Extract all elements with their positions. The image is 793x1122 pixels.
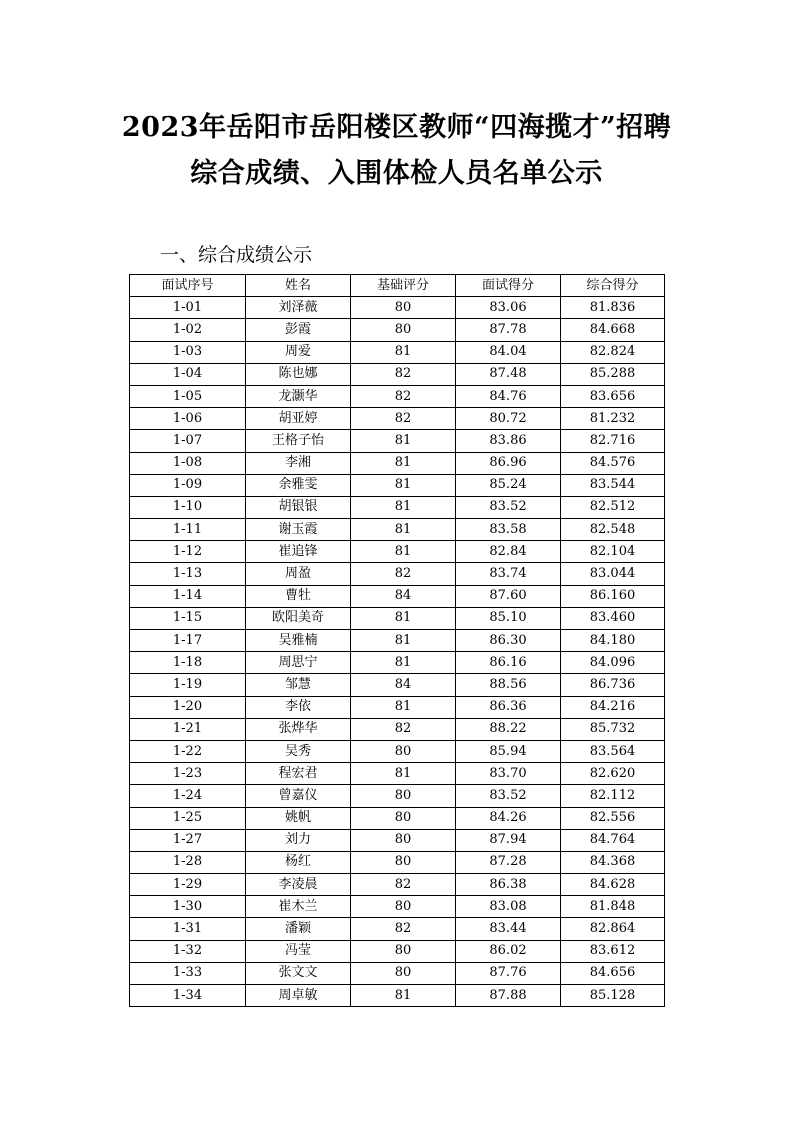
cell-base-score: 80 [351, 940, 456, 962]
cell-interview-score: 83.58 [456, 519, 561, 541]
cell-interview-number: 1-15 [130, 607, 246, 629]
cell-total-score: 83.044 [561, 563, 665, 585]
cell-interview-number: 1-27 [130, 829, 246, 851]
cell-interview-number: 1-32 [130, 940, 246, 962]
cell-interview-number: 1-20 [130, 696, 246, 718]
cell-name: 刘力 [246, 829, 351, 851]
cell-name: 曹牡 [246, 585, 351, 607]
header-name: 姓名 [246, 275, 351, 297]
cell-interview-score: 83.86 [456, 430, 561, 452]
cell-interview-score: 83.06 [456, 297, 561, 319]
cell-base-score: 81 [351, 985, 456, 1007]
cell-interview-score: 87.48 [456, 363, 561, 385]
table-row [130, 652, 665, 674]
cell-interview-score: 85.24 [456, 474, 561, 496]
cell-base-score: 80 [351, 807, 456, 829]
header-interview-number: 面试序号 [130, 275, 246, 297]
cell-name: 余雅雯 [246, 474, 351, 496]
header-interview-score: 面试得分 [456, 275, 561, 297]
cell-total-score: 86.160 [561, 585, 665, 607]
cell-interview-score: 87.76 [456, 962, 561, 984]
cell-interview-number: 1-10 [130, 496, 246, 518]
cell-interview-number: 1-01 [130, 297, 246, 319]
cell-total-score: 84.096 [561, 652, 665, 674]
cell-interview-number: 1-02 [130, 319, 246, 341]
cell-total-score: 81.848 [561, 896, 665, 918]
cell-total-score: 82.620 [561, 763, 665, 785]
cell-total-score: 82.864 [561, 918, 665, 940]
cell-base-score: 82 [351, 874, 456, 896]
cell-name: 崔追锋 [246, 541, 351, 563]
cell-interview-score: 87.78 [456, 319, 561, 341]
cell-total-score: 82.512 [561, 496, 665, 518]
cell-base-score: 80 [351, 896, 456, 918]
table-row [130, 607, 665, 629]
cell-base-score: 81 [351, 452, 456, 474]
cell-interview-number: 1-03 [130, 341, 246, 363]
cell-interview-score: 87.60 [456, 585, 561, 607]
cell-interview-number: 1-06 [130, 408, 246, 430]
table-row [130, 851, 665, 873]
cell-base-score: 82 [351, 563, 456, 585]
cell-interview-score: 86.16 [456, 652, 561, 674]
cell-total-score: 84.576 [561, 452, 665, 474]
table-row [130, 585, 665, 607]
cell-total-score: 82.548 [561, 519, 665, 541]
header-total-score: 综合得分 [561, 275, 665, 297]
cell-total-score: 84.668 [561, 319, 665, 341]
header-base-score: 基础评分 [351, 275, 456, 297]
cell-interview-number: 1-28 [130, 851, 246, 873]
cell-base-score: 81 [351, 341, 456, 363]
cell-interview-number: 1-04 [130, 363, 246, 385]
table-row [130, 696, 665, 718]
cell-total-score: 82.556 [561, 807, 665, 829]
table-row [130, 452, 665, 474]
cell-interview-score: 83.44 [456, 918, 561, 940]
table-row [130, 763, 665, 785]
cell-total-score: 83.612 [561, 940, 665, 962]
cell-total-score: 81.836 [561, 297, 665, 319]
cell-base-score: 81 [351, 696, 456, 718]
cell-name: 龙灏华 [246, 385, 351, 407]
cell-total-score: 81.232 [561, 408, 665, 430]
cell-total-score: 82.824 [561, 341, 665, 363]
table-row [130, 519, 665, 541]
cell-interview-score: 83.70 [456, 763, 561, 785]
cell-name: 崔木兰 [246, 896, 351, 918]
cell-name: 胡亚婷 [246, 408, 351, 430]
cell-name: 谢玉霞 [246, 519, 351, 541]
table-row [130, 896, 665, 918]
cell-interview-score: 88.56 [456, 674, 561, 696]
cell-interview-number: 1-14 [130, 585, 246, 607]
table-row [130, 363, 665, 385]
cell-total-score: 84.180 [561, 630, 665, 652]
cell-interview-score: 84.26 [456, 807, 561, 829]
table-row [130, 962, 665, 984]
cell-interview-number: 1-18 [130, 652, 246, 674]
cell-name: 陈也娜 [246, 363, 351, 385]
cell-name: 冯莹 [246, 940, 351, 962]
cell-interview-number: 1-09 [130, 474, 246, 496]
cell-base-score: 80 [351, 785, 456, 807]
document-title-line-1: 2023年岳阳市岳阳楼区教师“四海揽才”招聘 [121, 112, 672, 143]
section-heading: 一、综合成绩公示 [160, 244, 313, 266]
table-row [130, 541, 665, 563]
cell-base-score: 84 [351, 674, 456, 696]
cell-interview-number: 1-17 [130, 630, 246, 652]
cell-base-score: 80 [351, 319, 456, 341]
cell-total-score: 82.104 [561, 541, 665, 563]
cell-base-score: 82 [351, 918, 456, 940]
cell-name: 张文文 [246, 962, 351, 984]
table-row [130, 807, 665, 829]
cell-interview-number: 1-30 [130, 896, 246, 918]
table-header-row [130, 275, 665, 297]
cell-total-score: 84.656 [561, 962, 665, 984]
table-row [130, 630, 665, 652]
cell-name: 李湘 [246, 452, 351, 474]
cell-interview-number: 1-29 [130, 874, 246, 896]
table-row [130, 341, 665, 363]
cell-base-score: 81 [351, 630, 456, 652]
cell-interview-number: 1-12 [130, 541, 246, 563]
table-row [130, 985, 665, 1007]
cell-name: 周爱 [246, 341, 351, 363]
table-row [130, 563, 665, 585]
cell-name: 张烨华 [246, 718, 351, 740]
cell-base-score: 80 [351, 740, 456, 762]
cell-interview-score: 83.74 [456, 563, 561, 585]
table-row [130, 674, 665, 696]
cell-interview-score: 86.96 [456, 452, 561, 474]
cell-base-score: 82 [351, 408, 456, 430]
cell-name: 吴秀 [246, 740, 351, 762]
cell-total-score: 83.656 [561, 385, 665, 407]
cell-interview-score: 82.84 [456, 541, 561, 563]
cell-name: 李凌晨 [246, 874, 351, 896]
cell-total-score: 84.764 [561, 829, 665, 851]
cell-interview-number: 1-23 [130, 763, 246, 785]
table-row [130, 319, 665, 341]
cell-interview-score: 83.52 [456, 785, 561, 807]
cell-total-score: 83.564 [561, 740, 665, 762]
cell-interview-number: 1-11 [130, 519, 246, 541]
cell-total-score: 83.544 [561, 474, 665, 496]
cell-base-score: 82 [351, 718, 456, 740]
table-row [130, 918, 665, 940]
cell-interview-number: 1-08 [130, 452, 246, 474]
cell-base-score: 81 [351, 541, 456, 563]
cell-interview-score: 86.02 [456, 940, 561, 962]
document-title-line-2: 综合成绩、入围体检人员名单公示 [190, 158, 603, 189]
cell-total-score: 84.216 [561, 696, 665, 718]
cell-interview-score: 83.08 [456, 896, 561, 918]
cell-base-score: 81 [351, 763, 456, 785]
cell-interview-number: 1-34 [130, 985, 246, 1007]
table-row [130, 940, 665, 962]
table-row [130, 430, 665, 452]
table-row [130, 385, 665, 407]
cell-name: 邹慧 [246, 674, 351, 696]
cell-base-score: 82 [351, 363, 456, 385]
cell-name: 周盈 [246, 563, 351, 585]
cell-interview-number: 1-19 [130, 674, 246, 696]
cell-total-score: 82.112 [561, 785, 665, 807]
table-row [130, 496, 665, 518]
cell-interview-number: 1-05 [130, 385, 246, 407]
cell-base-score: 82 [351, 385, 456, 407]
table-row [130, 474, 665, 496]
cell-base-score: 81 [351, 430, 456, 452]
cell-total-score: 85.128 [561, 985, 665, 1007]
cell-name: 李依 [246, 696, 351, 718]
cell-base-score: 80 [351, 851, 456, 873]
cell-base-score: 81 [351, 519, 456, 541]
cell-base-score: 81 [351, 607, 456, 629]
cell-name: 杨红 [246, 851, 351, 873]
cell-total-score: 85.288 [561, 363, 665, 385]
cell-interview-number: 1-33 [130, 962, 246, 984]
cell-interview-score: 84.04 [456, 341, 561, 363]
cell-name: 彭霞 [246, 319, 351, 341]
cell-name: 刘泽薇 [246, 297, 351, 319]
cell-total-score: 86.736 [561, 674, 665, 696]
cell-interview-number: 1-07 [130, 430, 246, 452]
cell-name: 周思宁 [246, 652, 351, 674]
table-row [130, 718, 665, 740]
cell-base-score: 81 [351, 652, 456, 674]
cell-name: 周卓敏 [246, 985, 351, 1007]
cell-base-score: 81 [351, 474, 456, 496]
cell-total-score: 85.732 [561, 718, 665, 740]
cell-interview-number: 1-31 [130, 918, 246, 940]
cell-total-score: 83.460 [561, 607, 665, 629]
cell-interview-score: 86.36 [456, 696, 561, 718]
cell-name: 王格子怡 [246, 430, 351, 452]
cell-interview-score: 87.88 [456, 985, 561, 1007]
cell-total-score: 84.628 [561, 874, 665, 896]
cell-total-score: 84.368 [561, 851, 665, 873]
table-row [130, 408, 665, 430]
cell-base-score: 84 [351, 585, 456, 607]
cell-interview-score: 85.10 [456, 607, 561, 629]
cell-name: 胡银银 [246, 496, 351, 518]
scores-table-body [130, 297, 665, 1007]
cell-interview-score: 88.22 [456, 718, 561, 740]
scores-table [129, 274, 665, 1007]
cell-interview-score: 86.38 [456, 874, 561, 896]
cell-base-score: 80 [351, 962, 456, 984]
cell-base-score: 80 [351, 829, 456, 851]
cell-interview-score: 86.30 [456, 630, 561, 652]
cell-interview-score: 87.94 [456, 829, 561, 851]
cell-interview-score: 87.28 [456, 851, 561, 873]
table-row [130, 785, 665, 807]
cell-interview-number: 1-13 [130, 563, 246, 585]
cell-total-score: 82.716 [561, 430, 665, 452]
cell-name: 程宏君 [246, 763, 351, 785]
cell-interview-score: 83.52 [456, 496, 561, 518]
cell-base-score: 80 [351, 297, 456, 319]
cell-interview-score: 84.76 [456, 385, 561, 407]
cell-name: 吴雅楠 [246, 630, 351, 652]
table-row [130, 740, 665, 762]
cell-interview-score: 80.72 [456, 408, 561, 430]
cell-interview-number: 1-25 [130, 807, 246, 829]
table-row [130, 829, 665, 851]
cell-name: 曾嘉仪 [246, 785, 351, 807]
cell-name: 潘颖 [246, 918, 351, 940]
cell-interview-score: 85.94 [456, 740, 561, 762]
cell-interview-number: 1-21 [130, 718, 246, 740]
table-row [130, 297, 665, 319]
cell-name: 欧阳美奇 [246, 607, 351, 629]
cell-name: 姚帆 [246, 807, 351, 829]
cell-base-score: 81 [351, 496, 456, 518]
table-row [130, 874, 665, 896]
cell-interview-number: 1-22 [130, 740, 246, 762]
cell-interview-number: 1-24 [130, 785, 246, 807]
